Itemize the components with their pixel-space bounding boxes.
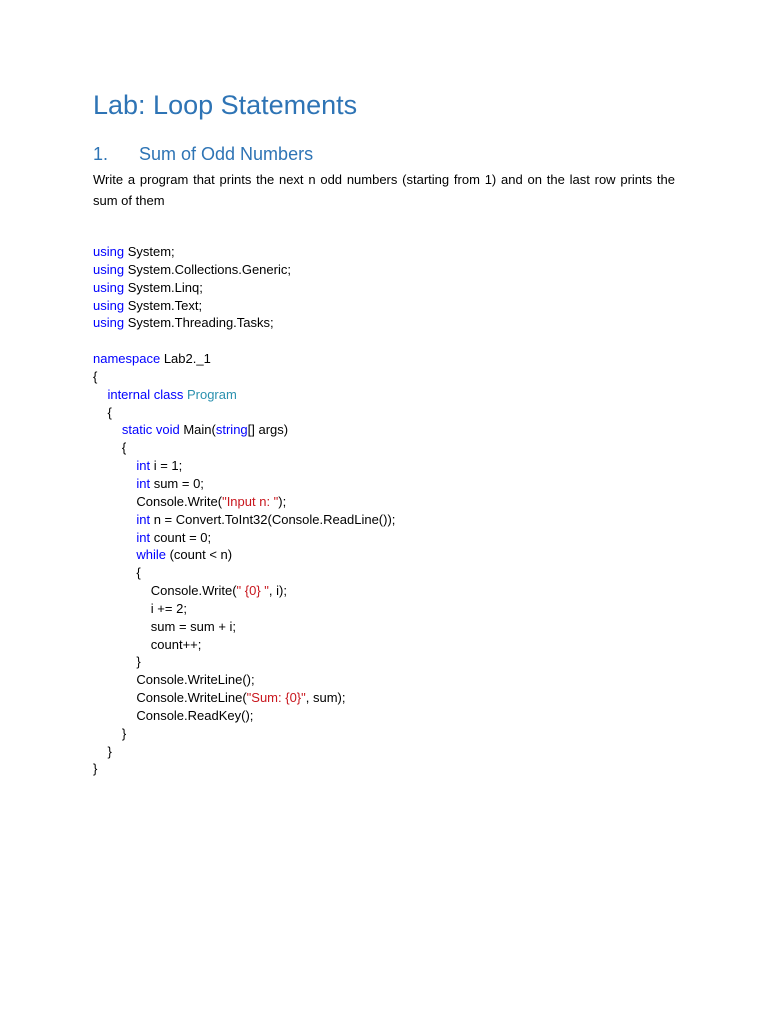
code-line bbox=[93, 743, 395, 761]
code-token-plain bbox=[93, 458, 136, 473]
code-token-plain: System.Linq; bbox=[124, 279, 203, 295]
code-token-plain: count++; bbox=[93, 636, 202, 652]
code-token-plain: } bbox=[93, 654, 141, 670]
code-line bbox=[93, 493, 395, 511]
code-token-plain: System; bbox=[124, 244, 175, 259]
code-line bbox=[93, 511, 395, 529]
code-token-plain: System.Collections.Generic; bbox=[124, 261, 291, 277]
code-token-kw: namespace bbox=[93, 351, 161, 367]
code-token-plain: Console.WriteLine( bbox=[93, 690, 247, 706]
code-line bbox=[93, 439, 395, 457]
code-token-plain: Console.Write( bbox=[93, 493, 223, 509]
code-line bbox=[93, 725, 395, 743]
code-token-plain: [] args) bbox=[247, 422, 289, 438]
section-heading bbox=[93, 141, 313, 167]
code-line bbox=[93, 760, 395, 778]
code-token-plain: { bbox=[93, 440, 127, 456]
code-token-kw: using bbox=[93, 315, 125, 331]
code-line bbox=[93, 636, 395, 654]
code-token-plain: Console.WriteLine(); bbox=[93, 672, 255, 688]
code-token-kw: using bbox=[93, 297, 125, 313]
code-token-plain: Console.ReadKey(); bbox=[93, 707, 254, 723]
code-token-kw: internal bbox=[107, 386, 151, 402]
code-token-plain: { bbox=[93, 404, 112, 420]
code-token-plain: , i); bbox=[268, 583, 287, 599]
code-token-kw: using bbox=[93, 244, 125, 259]
code-token-plain: , sum); bbox=[305, 690, 346, 706]
code-line bbox=[93, 314, 395, 332]
code-line bbox=[93, 421, 395, 439]
code-token-plain: System.Threading.Tasks; bbox=[124, 315, 274, 331]
code-token-plain: } bbox=[93, 743, 112, 759]
code-block bbox=[93, 243, 395, 778]
code-line bbox=[93, 475, 395, 493]
code-line bbox=[93, 689, 395, 707]
code-token-kw: class bbox=[153, 386, 184, 402]
code-line bbox=[93, 618, 395, 636]
task-description: Write a program that prints the next n odd numbers (starting from 1) and on the last row prints the sum of them bbox=[93, 172, 675, 208]
code-token-plain: } bbox=[93, 761, 98, 777]
code-line bbox=[93, 546, 395, 564]
code-line bbox=[93, 564, 395, 582]
document-title: Lab: Loop Statements bbox=[93, 90, 358, 120]
code-line bbox=[93, 297, 395, 315]
code-token-plain: Main( bbox=[179, 422, 216, 438]
code-token-plain: System.Text; bbox=[124, 297, 203, 313]
code-token-plain: ); bbox=[278, 493, 287, 509]
code-token-kw: using bbox=[93, 261, 125, 277]
code-line bbox=[93, 582, 395, 600]
code-token-plain bbox=[93, 422, 122, 437]
code-token-kw: int bbox=[136, 475, 151, 491]
section-number: 1. bbox=[93, 144, 109, 164]
code-token-plain: i += 2; bbox=[93, 600, 187, 616]
code-line bbox=[93, 386, 395, 404]
code-token-plain: Lab2._1 bbox=[160, 351, 211, 367]
code-token-plain bbox=[93, 387, 107, 402]
code-token-kw: string bbox=[215, 422, 248, 438]
code-line bbox=[93, 671, 395, 689]
code-line bbox=[93, 243, 395, 261]
code-token-kw: while bbox=[136, 547, 166, 563]
code-line bbox=[93, 529, 395, 547]
code-line bbox=[93, 404, 395, 422]
code-token-kw: void bbox=[155, 422, 180, 438]
code-token-plain: count = 0; bbox=[150, 529, 212, 545]
code-token-str: "Sum: {0}" bbox=[246, 690, 306, 706]
code-token-plain bbox=[93, 512, 136, 527]
code-token-plain bbox=[93, 530, 136, 545]
code-token-plain: n = Convert.ToInt32(Console.ReadLine()); bbox=[150, 511, 396, 527]
code-line bbox=[93, 261, 395, 279]
code-token-type: Program bbox=[186, 386, 237, 402]
code-line bbox=[93, 600, 395, 618]
code-token-plain: { bbox=[93, 368, 98, 384]
code-token-str: " {0} " bbox=[236, 583, 269, 599]
code-token-plain: } bbox=[93, 725, 127, 741]
code-line bbox=[93, 350, 395, 368]
code-line bbox=[93, 332, 395, 350]
code-token-plain: i = 1; bbox=[150, 458, 183, 474]
code-token-kw: int bbox=[136, 511, 151, 527]
code-token-plain: { bbox=[93, 565, 141, 581]
code-token-plain: sum = 0; bbox=[150, 475, 204, 491]
code-token-str: "Input n: " bbox=[222, 493, 279, 509]
code-line bbox=[93, 457, 395, 475]
code-line bbox=[93, 653, 395, 671]
code-line bbox=[93, 707, 395, 725]
code-token-plain: sum = sum + i; bbox=[93, 618, 237, 634]
code-token-plain: (count < n) bbox=[165, 547, 233, 563]
code-line bbox=[93, 279, 395, 297]
code-token-kw: int bbox=[136, 529, 151, 545]
section-title: Sum of Odd Numbers bbox=[139, 144, 314, 164]
code-token-plain: Console.Write( bbox=[93, 583, 237, 599]
code-token-plain bbox=[93, 547, 136, 562]
code-token-kw: static bbox=[121, 422, 153, 438]
code-token-kw: int bbox=[136, 458, 151, 474]
code-token-plain bbox=[93, 476, 136, 491]
code-line bbox=[93, 368, 395, 386]
code-token-kw: using bbox=[93, 279, 125, 295]
